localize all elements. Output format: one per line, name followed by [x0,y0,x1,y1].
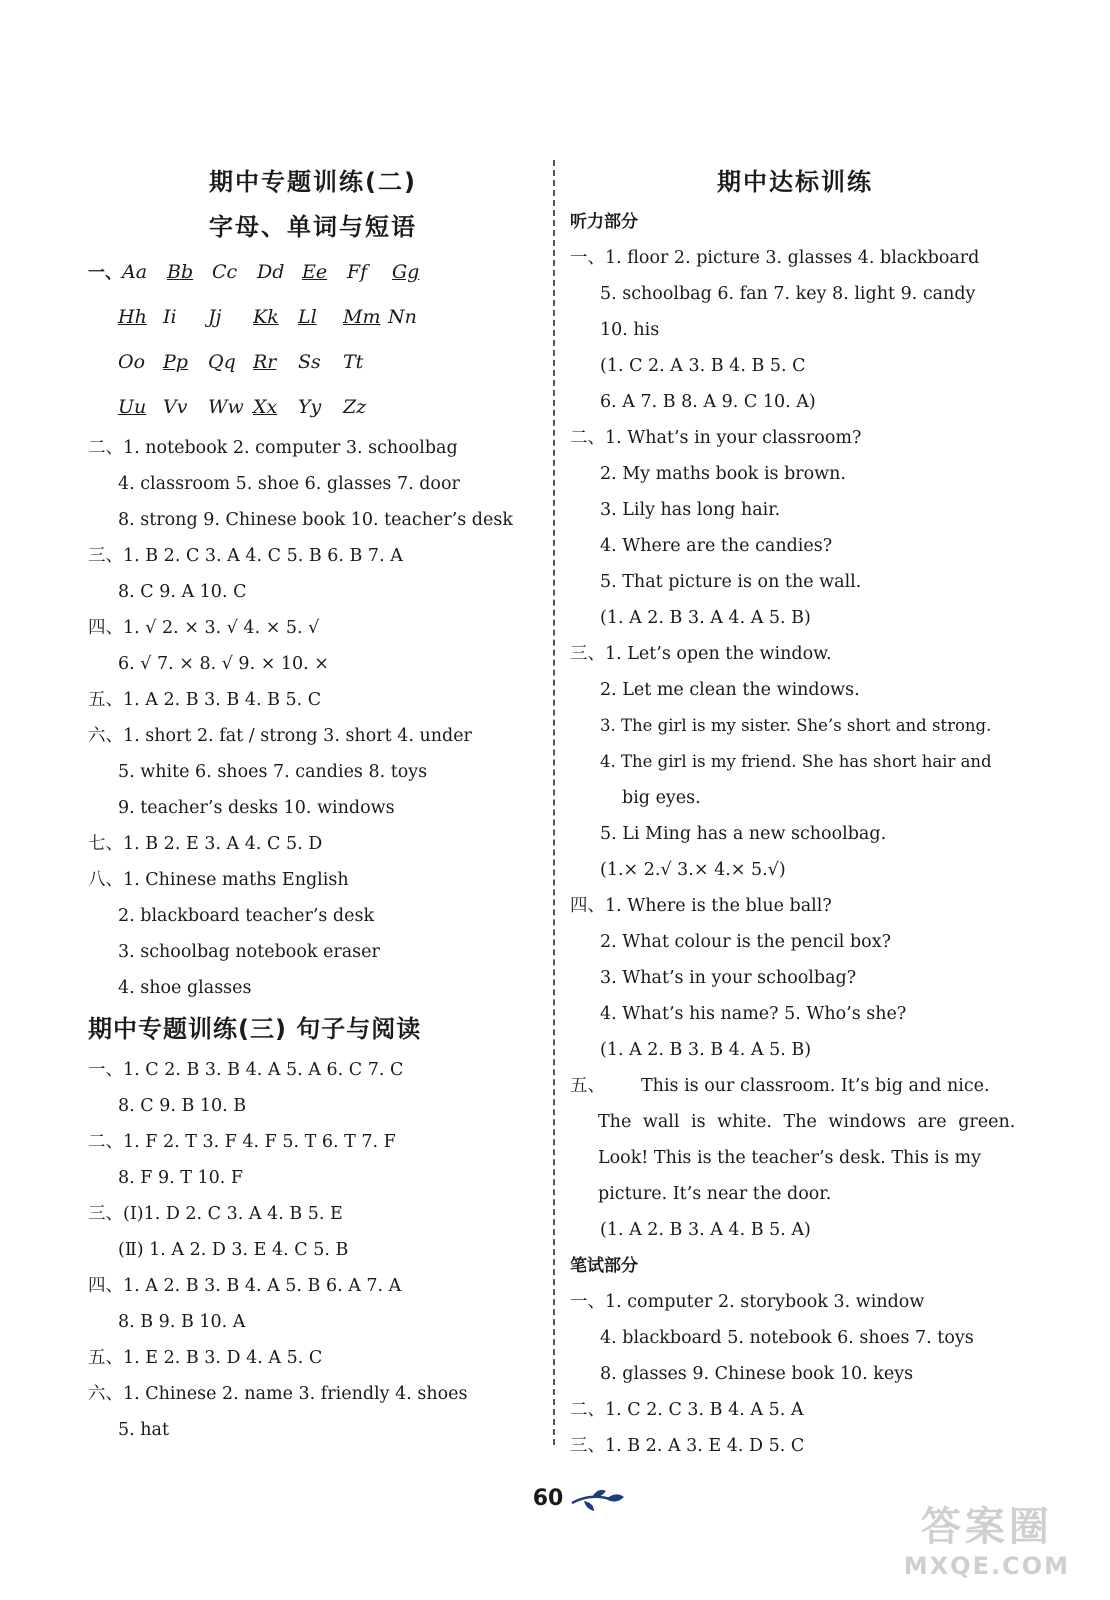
answer-line: 5. white 6. shoes 7. candies 8. toys [118,762,428,782]
section-title: 期中专题训练(二) [209,168,417,196]
answer-line: 2. What colour is the pencil box? [600,932,891,952]
answer-line: 4. Where are the candies? [600,536,833,556]
answer-line: 三、1. B 2. C 3. A 4. C 5. B 6. B 7. A [88,546,403,566]
answer-line: 4. shoe glasses [118,978,252,998]
answer-line: 5. schoolbag 6. fan 7. key 8. light 9. candy [600,284,976,304]
letter-pair: Aa [122,261,148,283]
right-column [570,160,1020,1464]
letter-pair: Ii [163,306,177,328]
letter-pair: Ww [208,396,244,418]
answer-line: 4. What’s his name? 5. Who’s she? [600,1004,907,1024]
answer-line: big eyes. [622,788,701,808]
answer-line: 6. A 7. B 8. A 9. C 10. A) [600,392,816,412]
reading-paragraph-line: Look! This is the teacher’s desk. This is my [598,1148,982,1168]
answer-line: 八、1. Chinese maths English [88,870,349,890]
answer-line: 3. The girl is my sister. She’s short and strong. [600,716,992,735]
watermark-bottom-text: MXQE.COM [903,1552,1070,1580]
answer-line: 2. blackboard teacher’s desk [118,906,375,926]
answer-line: 五、1. A 2. B 3. B 4. B 5. C [88,690,322,710]
answer-line: 10. his [600,320,660,340]
answer-line: (1. A 2. B 3. A 4. A 5. B) [600,608,811,628]
answer-line: 三、1. Let’s open the window. [570,644,832,664]
answer-line: 5. hat [118,1420,169,1440]
letter-pair: Qq [208,351,236,373]
letter-pair: Rr [253,351,277,373]
answer-line: 一、1. computer 2. storybook 3. window [570,1292,925,1312]
answer-line: 二、1. What’s in your classroom? [570,428,862,448]
answer-line: 七、1. B 2. E 3. A 4. C 5. D [88,834,323,854]
written-label: 笔试部分 [570,1256,638,1276]
answer-line: 9. teacher’s desks 10. windows [118,798,395,818]
letter-pair: Hh [118,306,147,328]
answer-line: 3. What’s in your schoolbag? [600,968,857,988]
section-subtitle: 字母、单词与短语 [209,213,417,241]
leaf-ornament-icon [570,1485,630,1515]
answer-line: 三、1. B 2. A 3. E 4. D 5. C [570,1436,805,1456]
letter-pair: Ff [347,261,368,283]
answer-line: (Ⅱ) 1. A 2. D 3. E 4. C 5. B [118,1240,349,1260]
letter-pair: Oo [118,351,146,373]
answer-line: 2. My maths book is brown. [600,464,846,484]
answer-line: 一、1. floor 2. picture 3. glasses 4. blackboard [570,248,980,268]
left-column [88,160,538,1448]
answer-line: 5. Li Ming has a new schoolbag. [600,824,887,844]
answer-line: 8. glasses 9. Chinese book 10. keys [600,1364,914,1384]
listening-label: 听力部分 [570,212,638,232]
letter-pair: Cc [212,261,238,283]
letter-pair: Ee [302,261,328,283]
answer-line: 6. √ 7. × 8. √ 9. × 10. × [118,654,329,674]
answer-line: 二、1. F 2. T 3. F 4. F 5. T 6. T 7. F [88,1132,396,1152]
answer-line: 2. Let me clean the windows. [600,680,860,700]
column-divider [553,160,555,1445]
watermark-top-text: 答案圈 [920,1504,1053,1550]
answer-line: 5. That picture is on the wall. [600,572,862,592]
letter-pair: Bb [167,261,194,283]
letter-pair: Mm [343,306,381,328]
answer-line: 六、1. short 2. fat / strong 3. short 4. under [88,726,472,746]
answer-line: (1. C 2. A 3. B 4. B 5. C [600,356,806,376]
answer-line: 8. F 9. T 10. F [118,1168,243,1188]
answer-line: 4. The girl is my friend. She has short hair and [600,752,992,771]
reading-paragraph-line: The wall is white. The windows are green. [598,1112,1016,1132]
page-number: 60 [532,1486,564,1511]
answer-line: 3. schoolbag notebook eraser [118,942,380,962]
answer-line: 三、(Ⅰ)1. D 2. C 3. A 4. B 5. E [88,1204,343,1224]
letter-pair: Ss [298,351,321,373]
section-title: 期中专题训练(三) 句子与阅读 [88,1015,422,1043]
answer-line: 四、1. √ 2. × 3. √ 4. × 5. √ [88,618,320,638]
answer-line: 四、1. A 2. B 3. B 4. A 5. B 6. A 7. A [88,1276,402,1296]
question-mark: 五、 [570,1076,605,1096]
letter-pair: Xx [253,396,278,418]
answer-line: (1. A 2. B 3. B 4. A 5. B) [600,1040,812,1060]
reading-paragraph-line: picture. It’s near the door. [598,1184,832,1204]
letter-pair: Yy [298,396,322,418]
letters-row-2 [88,295,538,340]
answer-line: 8. C 9. A 10. C [118,582,247,602]
answer-line: (1.× 2.√ 3.× 4.× 5.√) [600,860,786,880]
answer-line: 四、1. Where is the blue ball? [570,896,832,916]
letter-pair: Jj [208,306,222,328]
answer-line: 二、1. C 2. C 3. B 4. A 5. A [570,1400,804,1420]
answer-line: 六、1. Chinese 2. name 3. friendly 4. shoes [88,1384,468,1404]
letter-pair: Dd [257,261,285,283]
answer-line: 一、1. C 2. B 3. B 4. A 5. A 6. C 7. C [88,1060,404,1080]
letter-pair: Pp [163,351,188,373]
letters-row-4 [88,385,538,430]
answer-line: 3. Lily has long hair. [600,500,781,520]
answer-line: 8. B 9. B 10. A [118,1312,246,1332]
letter-pair: Tt [343,351,364,373]
letter-pair: Zz [343,396,367,418]
answer-line: 4. blackboard 5. notebook 6. shoes 7. toys [600,1328,974,1348]
letters-row-3 [88,340,538,385]
answer-line: 8. strong 9. Chinese book 10. teacher’s desk [118,510,513,530]
section-title: 期中达标训练 [717,168,873,196]
answer-line: 二、1. notebook 2. computer 3. schoolbag [88,438,458,458]
paragraph-text: This is our classroom. It’s big and nice. [641,1076,990,1096]
answer-line: 8. C 9. B 10. B [118,1096,247,1116]
reading-paragraph-line [570,1068,1020,1104]
letter-pair: Nn [388,306,417,328]
answer-line: 五、1. E 2. B 3. D 4. A 5. C [88,1348,323,1368]
watermark [904,1495,1070,1580]
answer-line: 4. classroom 5. shoe 6. glasses 7. door [118,474,460,494]
answer-line: (1. A 2. B 3. A 4. B 5. A) [600,1220,811,1240]
question-mark: 一、 [88,263,122,283]
letter-pair: Gg [392,261,420,283]
letters-row-1 [88,250,538,295]
letter-pair: Ll [298,306,317,328]
letter-pair: Kk [253,306,279,328]
letter-pair: Uu [118,396,147,418]
letter-pair: Vv [163,396,188,418]
